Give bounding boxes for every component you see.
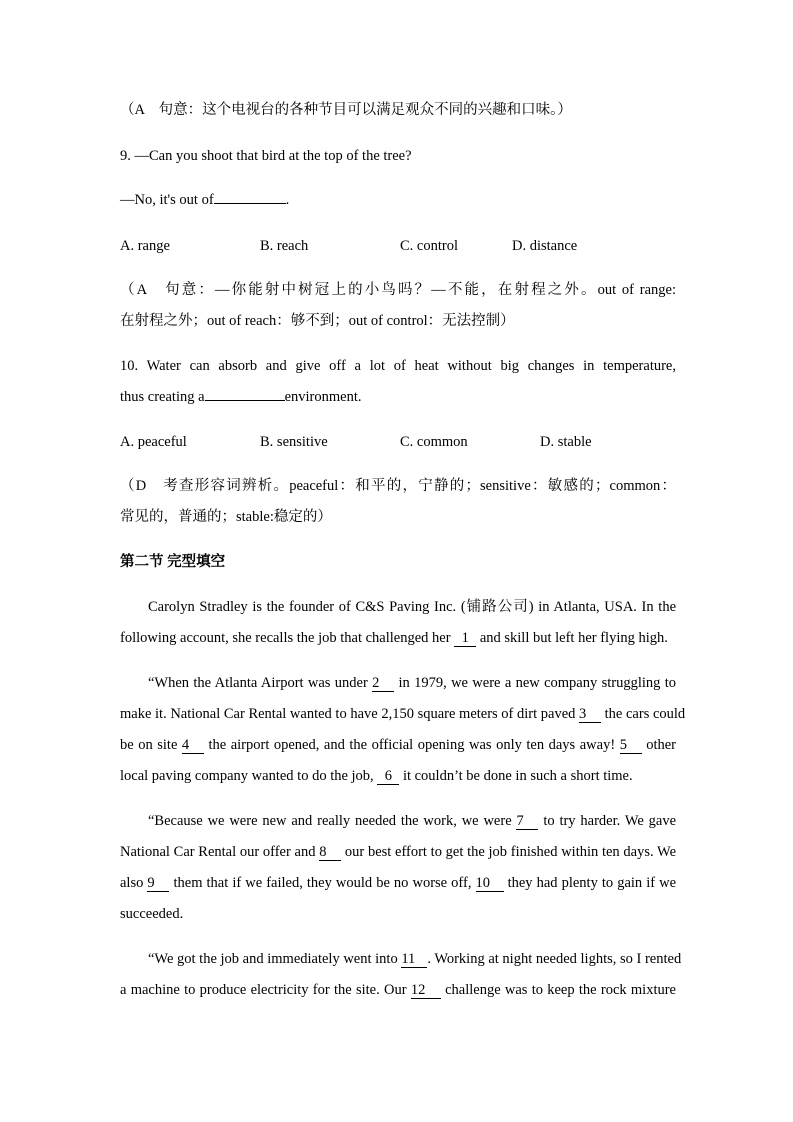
passage-text: the airport opened, and the official opening was only ten days away! xyxy=(208,737,616,753)
passage-text: it couldn’t be done in such a short time. xyxy=(402,768,633,784)
cloze-blank-5: 5 xyxy=(620,737,642,754)
passage-p2-line4 xyxy=(120,766,676,786)
passage-text: the cars could xyxy=(604,706,686,722)
passage-p3-line4: succeeded. xyxy=(120,906,184,922)
cloze-blank-4: 4 xyxy=(182,737,204,754)
question-9-reply-text: —No, it's out of xyxy=(120,192,214,208)
question-9-reply xyxy=(120,190,676,210)
passage-p3-line3 xyxy=(120,873,676,893)
passage-text: following account, she recalls the job that challenged her xyxy=(120,630,451,646)
passage-p4-line2 xyxy=(120,980,676,1000)
answer-note-q10-line2: 常见的，普通的；stable:稳定的） xyxy=(120,509,332,525)
passage-text: our best effort to get the job finished within ten days. We xyxy=(344,844,677,860)
section-title: 第二节 完型填空 xyxy=(120,554,226,570)
question-10-stem-line2 xyxy=(120,387,676,407)
passage-text: to try harder. We gave xyxy=(543,813,677,829)
passage-text: they had plenty to gain if we xyxy=(507,875,677,891)
passage-text: in 1979, we were a new company struggling to xyxy=(398,675,677,691)
passage-p3-line2 xyxy=(120,842,676,862)
passage-text: local paving company wanted to do the job, xyxy=(120,768,374,784)
passage-text: them that if we failed, they would be no worse off, xyxy=(173,875,472,891)
passage-p1-line1: Carolyn Stradley is the founder of C&S Paving Inc. (铺路公司) in Atlanta, USA. In the xyxy=(148,599,676,615)
question-10-option-c: C. common xyxy=(400,434,468,450)
question-9-option-a: A. range xyxy=(120,238,170,254)
passage-p1-line2 xyxy=(120,628,676,648)
passage-text: and skill but left her flying high. xyxy=(479,630,668,646)
cloze-blank-6: 6 xyxy=(377,768,399,785)
passage-p2-line1 xyxy=(148,673,676,693)
passage-text: National Car Rental our offer and xyxy=(120,844,316,860)
passage-p2-line2 xyxy=(120,704,686,724)
passage-text: “We got the job and immediately went into xyxy=(148,951,398,967)
cloze-blank-1: 1 xyxy=(454,630,476,647)
question-10-stem-text: thus creating a xyxy=(120,389,205,405)
cloze-blank-8: 8 xyxy=(319,844,341,861)
cloze-blank-11: 11 xyxy=(401,951,427,968)
question-10-option-b: B. sensitive xyxy=(260,434,328,450)
answer-note-q9-line2: 在射程之外；out of reach：够不到；out of control：无法控制） xyxy=(120,313,515,329)
passage-text: “Because we were new and really needed the work, we were xyxy=(148,813,512,829)
question-9-reply-end: . xyxy=(285,192,290,208)
passage-text: . Working at night needed lights, so I rented xyxy=(427,951,682,967)
answer-note-q8: （A 句意：这个电视台的各种节目可以满足观众不同的兴趣和口味。） xyxy=(120,102,572,118)
cloze-blank-10: 10 xyxy=(476,875,504,892)
passage-text: “When the Atlanta Airport was under xyxy=(148,675,368,691)
question-9-option-b: B. reach xyxy=(260,238,309,254)
passage-p4-line1 xyxy=(148,949,682,969)
question-10-option-d: D. stable xyxy=(540,434,592,450)
passage-p2-line3 xyxy=(120,735,676,755)
question-10-stem-end: environment. xyxy=(284,389,362,405)
answer-note-q10-line1: （D 考查形容词辨析。peaceful：和平的，宁静的；sensitive：敏感的；common： xyxy=(120,478,676,494)
cloze-blank-12: 12 xyxy=(411,982,441,999)
question-10-option-a: A. peaceful xyxy=(120,434,187,450)
cloze-blank-3: 3 xyxy=(579,706,601,723)
passage-text: make it. National Car Rental wanted to have 2,150 square meters of dirt paved xyxy=(120,706,576,722)
question-10-stem-line1: 10. Water can absorb and give off a lot of heat without big changes in temperature, xyxy=(120,358,676,374)
question-9-option-c: C. control xyxy=(400,238,458,254)
question-9-stem: 9. —Can you shoot that bird at the top of the tree? xyxy=(120,148,412,164)
cloze-blank-7: 7 xyxy=(516,813,538,830)
passage-text: other xyxy=(646,737,677,753)
passage-p3-line1 xyxy=(148,811,676,831)
answer-note-q9-line1: （A 句意：—你能射中树冠上的小鸟吗？—不能，在射程之外。out of range: xyxy=(120,282,676,298)
passage-text: a machine to produce electricity for the site. Our xyxy=(120,982,407,998)
passage-text: also xyxy=(120,875,144,891)
question-9-option-d: D. distance xyxy=(512,238,578,254)
answer-blank xyxy=(214,203,286,204)
passage-text: be on site xyxy=(120,737,178,753)
answer-blank xyxy=(205,400,285,401)
cloze-blank-9: 9 xyxy=(147,875,169,892)
passage-text: challenge was to keep the rock mixture xyxy=(445,982,676,998)
cloze-blank-2: 2 xyxy=(372,675,394,692)
